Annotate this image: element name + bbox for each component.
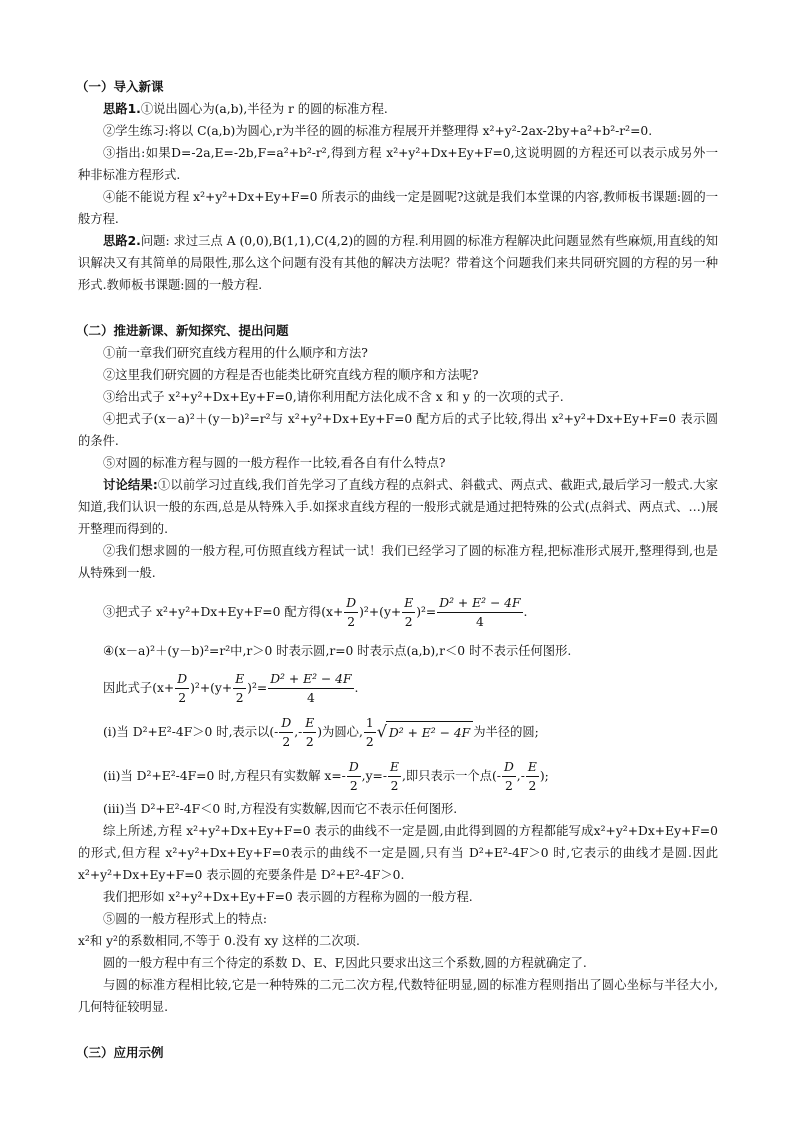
denominator: 2	[504, 778, 513, 793]
denominator: 2	[528, 778, 537, 793]
discussion-1-text: ①以前学习过直线,我们首先学习了直线方程的点斜式、斜截式、两点式、截距式,最后学习一般式.大家知道,我们认识一般的东西,总是从特殊入手.如探求直线方程的一般形式就是通过把特殊的公式(点斜式、两点式、…)展开整理而得到的.	[78, 478, 718, 536]
fraction-E-over-2	[402, 594, 415, 631]
numerator: 1	[364, 714, 376, 733]
numerator: E	[526, 758, 539, 777]
case-2-suffix: );	[539, 769, 549, 783]
case-2-sep: ,-	[516, 769, 525, 783]
eq2-equals: )²=	[247, 681, 268, 695]
therefore-equation: 因此式子(x+ $\frac{D}{2}$ )²+(y+ $\frac{E}{2}$ )²= $\frac{\text{D² + E² − 4F}}{4}$ .	[103, 671, 359, 705]
case-1-suffix: 为半径的圆;	[473, 725, 539, 739]
case-2-y: ,y=-	[361, 769, 387, 783]
denominator: 2	[349, 778, 358, 793]
numerator: D	[502, 758, 516, 777]
fraction-discriminant-over-4	[268, 670, 353, 707]
idea-1-label: 思路1.	[103, 102, 141, 116]
summary-1: 综上所述,方程 x²+y²+Dx+Ey+F=0 表示的曲线不一定是圆,由此得到圆的方程都能写成x²+y²+Dx+Ey+F=0的形式,但方程 x²+y²+Dx+Ey+F=0表示的曲线不一定是圆,只有当 D²+E²-4F＞0 时,它表示的曲线才是圆.因此 x²+y²+Dx+Ey+F=0 表示圆的充要条件是 D²+E²-4F＞0.	[78, 824, 718, 882]
idea-2-paragraph	[78, 230, 718, 296]
fraction-E-over-2	[388, 758, 401, 795]
idea-1-item-1	[78, 98, 718, 120]
denominator: 2	[365, 734, 374, 749]
eq1-prefix: ③把式子 x²+y²+Dx+Ey+F=0 配方得(x+	[103, 605, 344, 619]
question-1: ①前一章我们研究直线方程用的什么顺序和方法?	[103, 346, 368, 360]
fraction-E-over-2	[233, 670, 246, 707]
fraction-D-over-2	[279, 714, 293, 751]
fraction-E-over-2	[526, 758, 539, 795]
denominator: 4	[306, 690, 315, 705]
idea-1-item-4: ④能不能说方程 x²+y²+Dx+Ey+F=0 所表示的曲线一定是圆呢?这就是我们本堂课的内容,教师板书课题:圆的一般方程.	[78, 190, 718, 226]
feature-heading: ⑤圆的一般方程形式上的特点:	[103, 912, 268, 926]
completing-square-equation: ③把式子 x²+y²+Dx+Ey+F=0 配方得(x+ $\frac{D}{2}$ )²+(y+ $\frac{E}{2}$ )²= $\frac{\text{D² + E² − 4F}}{4}$ .	[103, 595, 528, 629]
fraction-D-over-2	[347, 758, 361, 795]
denominator: 2	[390, 778, 399, 793]
feature-3: 与圆的标准方程相比较,它是一种特殊的二元二次方程,代数特征明显,圆的标准方程则指出了圆心坐标与半径大小,几何特征较明显.	[78, 978, 718, 1014]
denominator: 2	[347, 614, 356, 629]
feature-2: 圆的一般方程中有三个待定的系数 D、E、F,因此只要求出这三个系数,圆的方程就确定了.	[103, 956, 587, 970]
numerator: E	[402, 594, 415, 613]
section-1-heading: （一）导入新课	[76, 79, 164, 94]
question-5: ⑤对圆的标准方程与圆的一般方程作一比较,看各自有什么特点?	[103, 456, 446, 470]
case-3: (ⅲ)当 D²+E²-4F＜0 时,方程没有实数解,因而它不表示任何图形.	[103, 802, 458, 816]
numerator: D² + E² − 4F	[268, 670, 353, 689]
document-page	[78, 76, 718, 1064]
fraction-E-over-2	[303, 714, 316, 751]
question-2: ②这里我们研究圆的方程是否也能类比研究直线方程的顺序和方法呢?	[103, 368, 479, 382]
fraction-D-over-2	[502, 758, 516, 795]
case-2	[78, 754, 718, 798]
numerator: D	[279, 714, 293, 733]
discussion-1	[78, 474, 718, 540]
idea-1-text: ①说出圆心为(a,b),半径为 r 的圆的标准方程.	[140, 102, 388, 116]
fraction-D-over-2	[344, 594, 358, 631]
feature-1: x²和 y²的系数相同,不等于 0.没有 xy 这样的二次项.	[78, 934, 360, 948]
numerator: E	[303, 714, 316, 733]
question-4: ④把式子(x－a)²＋(y－b)²=r²与 x²+y²+Dx+Ey+F=0 配方后的式子比较,得出 x²+y²+Dx+Ey+F=0 表示圆的条件.	[78, 412, 718, 448]
radicand: D² + E² − 4F	[386, 721, 473, 744]
idea-2-label: 思路2.	[103, 234, 141, 248]
fraction-D-over-2	[175, 670, 189, 707]
denominator: 2	[305, 734, 314, 749]
case-2-prefix: (ⅱ)当 D²+E²-4F=0 时,方程只有实数解 x=-	[103, 769, 346, 783]
section-3-heading: （三）应用示例	[76, 1045, 164, 1060]
case-1	[78, 710, 718, 754]
numerator: E	[233, 670, 246, 689]
case-1-prefix: (ⅰ)当 D²+E²-4F＞0 时,表示以(-	[103, 725, 279, 739]
case-1-mid: )为圆心,	[317, 725, 363, 739]
denominator: 2	[178, 690, 187, 705]
denominator: 4	[475, 614, 484, 629]
idea-1-item-3: ③指出:如果D=-2a,E=-2b,F=a²+b²-r²,得到方程 x²+y²+Dx+Ey+F=0,这说明圆的方程还可以表示成另外一种非标准方程形式.	[78, 146, 718, 182]
case-1-sep: ,-	[294, 725, 303, 739]
eq1-equals: )²=	[416, 605, 437, 619]
denominator: 2	[282, 734, 291, 749]
eq2-prefix: 因此式子(x+	[103, 681, 175, 695]
idea-1-item-2: ②学生练习:将以 C(a,b)为圆心,r为半径的圆的标准方程展开并整理得 x²+y²-2ax-2by+a²+b²-r²=0.	[103, 124, 653, 138]
eq2-mid: )²+(y+	[190, 681, 233, 695]
denominator: 2	[235, 690, 244, 705]
discussion-label: 讨论结果:	[103, 478, 158, 492]
fraction-one-half	[364, 714, 376, 751]
numerator: E	[388, 758, 401, 777]
question-3: ③给出式子 x²+y²+Dx+Ey+F=0,请你利用配方法化成不含 x 和 y 的一次项的式子.	[103, 390, 564, 404]
numerator: D	[347, 758, 361, 777]
fraction-discriminant-over-4	[437, 594, 522, 631]
section-2-heading: （二）推进新课、新知探究、提出问题	[76, 323, 289, 338]
eq1-mid: )²+(y+	[359, 605, 402, 619]
denominator: 2	[404, 614, 413, 629]
idea-2-text: 问题: 求过三点 A (0,0),B(1,1),C(4,2)的圆的方程.利用圆的标准方程解决此问题显然有些麻烦,用直线的知识解决又有其简单的局限性,那么这个问题有没有其他的解决方法呢？带着这个问题我们来共同研究圆的方程的另一种形式.教师板书课题:圆的一般方程.	[78, 234, 718, 292]
numerator: D	[344, 594, 358, 613]
case-2-mid: ,即只表示一个点(-	[401, 769, 501, 783]
numerator: D	[175, 670, 189, 689]
numerator: D² + E² − 4F	[437, 594, 522, 613]
summary-2: 我们把形如 x²+y²+Dx+Ey+F=0 表示圆的方程称为圆的一般方程.	[103, 890, 473, 904]
discussion-2: ②我们想求圆的一般方程,可仿照直线方程试一试！我们已经学习了圆的标准方程,把标准形式展开,整理得到,也是从特殊到一般.	[78, 544, 718, 580]
radical-sign: √	[376, 722, 387, 741]
discussion-4: ④(x－a)²＋(y－b)²=r²中,r＞0 时表示圆,r=0 时表示点(a,b),r＜0 时不表示任何图形.	[103, 644, 572, 658]
